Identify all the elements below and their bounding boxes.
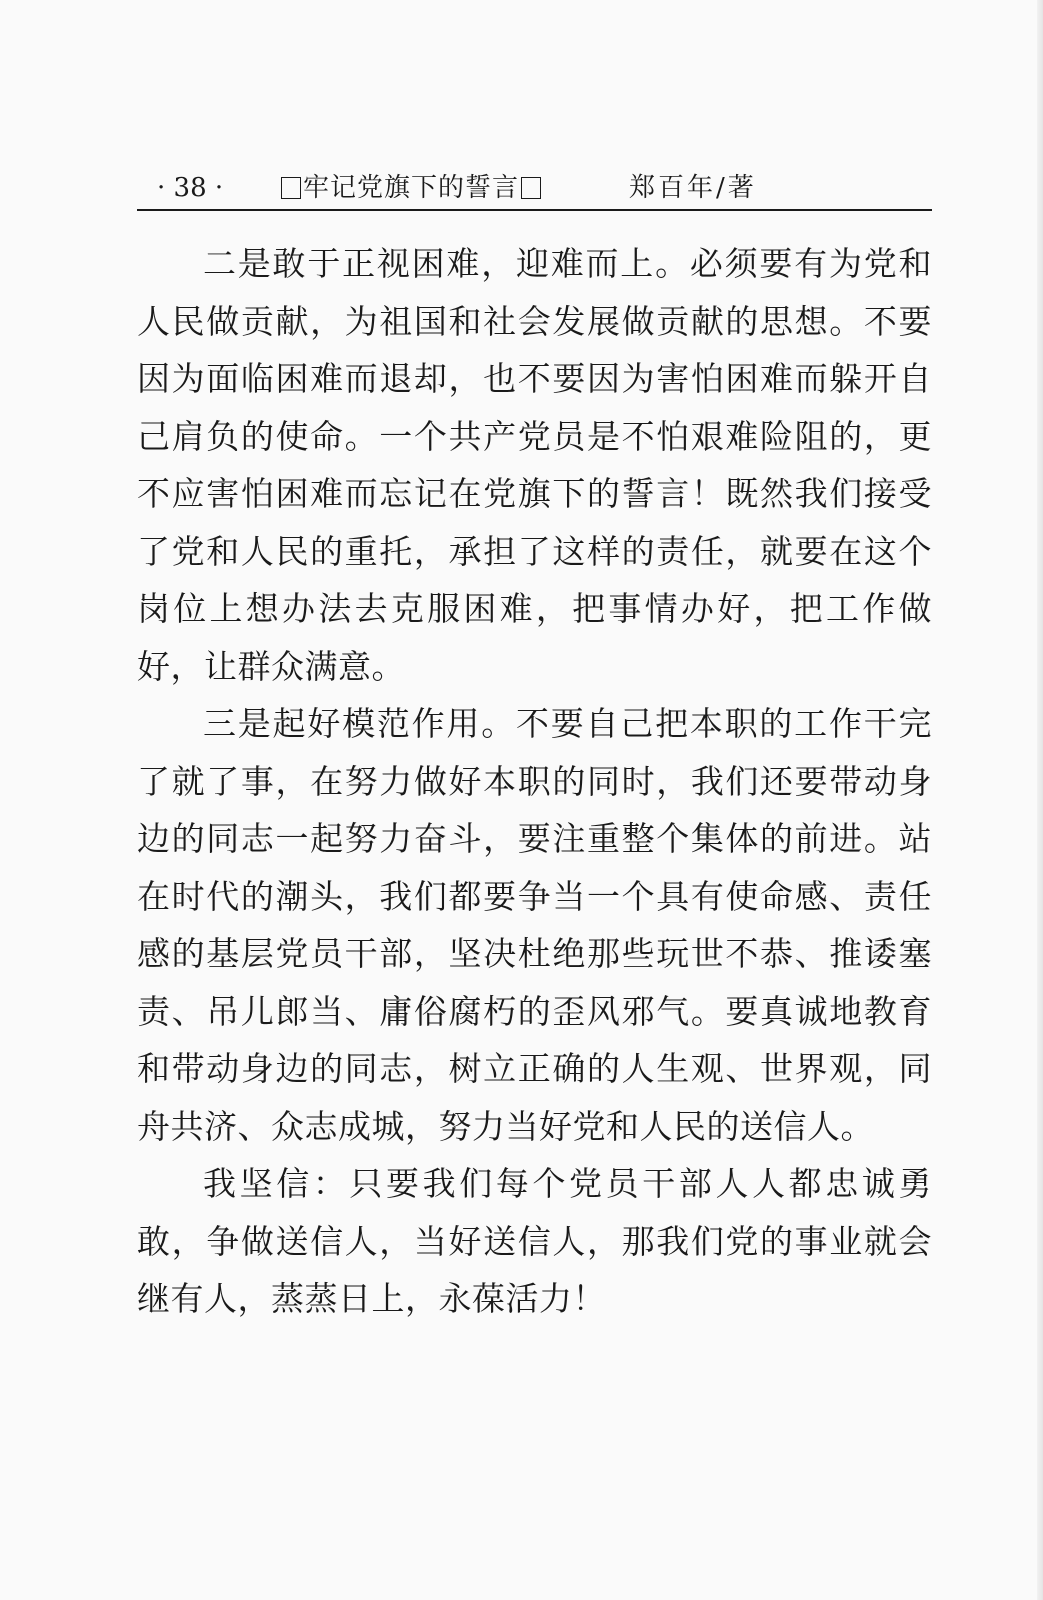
paragraph-1-text: 必须要有为党和人民做贡献，为祖国和社会发展做贡献的思想。不要因为面临困难而退却，也不要因为害怕困难而躲开自己肩负的使命。一个共产党员是不怕艰难险阻的，更不应害怕困难而忘记在党旗下的誓言！既然我们接受了党和人民的重托，承担了这样的责任，就要在这个岗位上想办法去克服困难，把事情办好，把工作做好，让群众满意。 xyxy=(137,244,933,686)
running-header xyxy=(137,168,932,208)
page-number: · 38 · xyxy=(157,173,224,203)
header-rule xyxy=(137,209,932,211)
paragraph-2 xyxy=(137,695,932,1155)
open-box-icon xyxy=(281,177,301,199)
paragraph-3 xyxy=(137,1155,932,1328)
author-credit: 郑百年/著 xyxy=(629,173,757,203)
paragraph-1 xyxy=(137,235,932,695)
book-title: 牢记党旗下的誓言 xyxy=(303,173,520,203)
paragraph-3-text: 我坚信：只要我们每个党员干部人人都忠诚勇敢，争做送信人，当好送信人，那我们党的事业就会继有人，蒸蒸日上，永葆活力！ xyxy=(137,1164,932,1318)
paragraph-1-lead: 二是敢于正视困难，迎难而上。 xyxy=(203,244,690,283)
body-text xyxy=(137,235,932,1328)
scan-edge-shadow xyxy=(1037,0,1043,1600)
paragraph-2-text: 不要自己把本职的工作干完了就了事，在努力做好本职的同时，我们还要带动身边的同志一起努力奋斗，要注重整个集体的前进。站在时代的潮头，我们都要争当一个具有使命感、责任感的基层党员干部，坚决杜绝那些玩世不恭、推诿塞责、吊儿郎当、庸俗腐朽的歪风邪气。要真诚地教育和带动身边的同志，树立正确的人生观、世界观，同舟共济、众志成城，努力当好党和人民的送信人。 xyxy=(137,704,933,1146)
close-box-icon xyxy=(521,177,541,199)
paragraph-2-lead: 三是起好模范作用。 xyxy=(203,704,516,743)
book-title-wrapper xyxy=(279,168,543,208)
